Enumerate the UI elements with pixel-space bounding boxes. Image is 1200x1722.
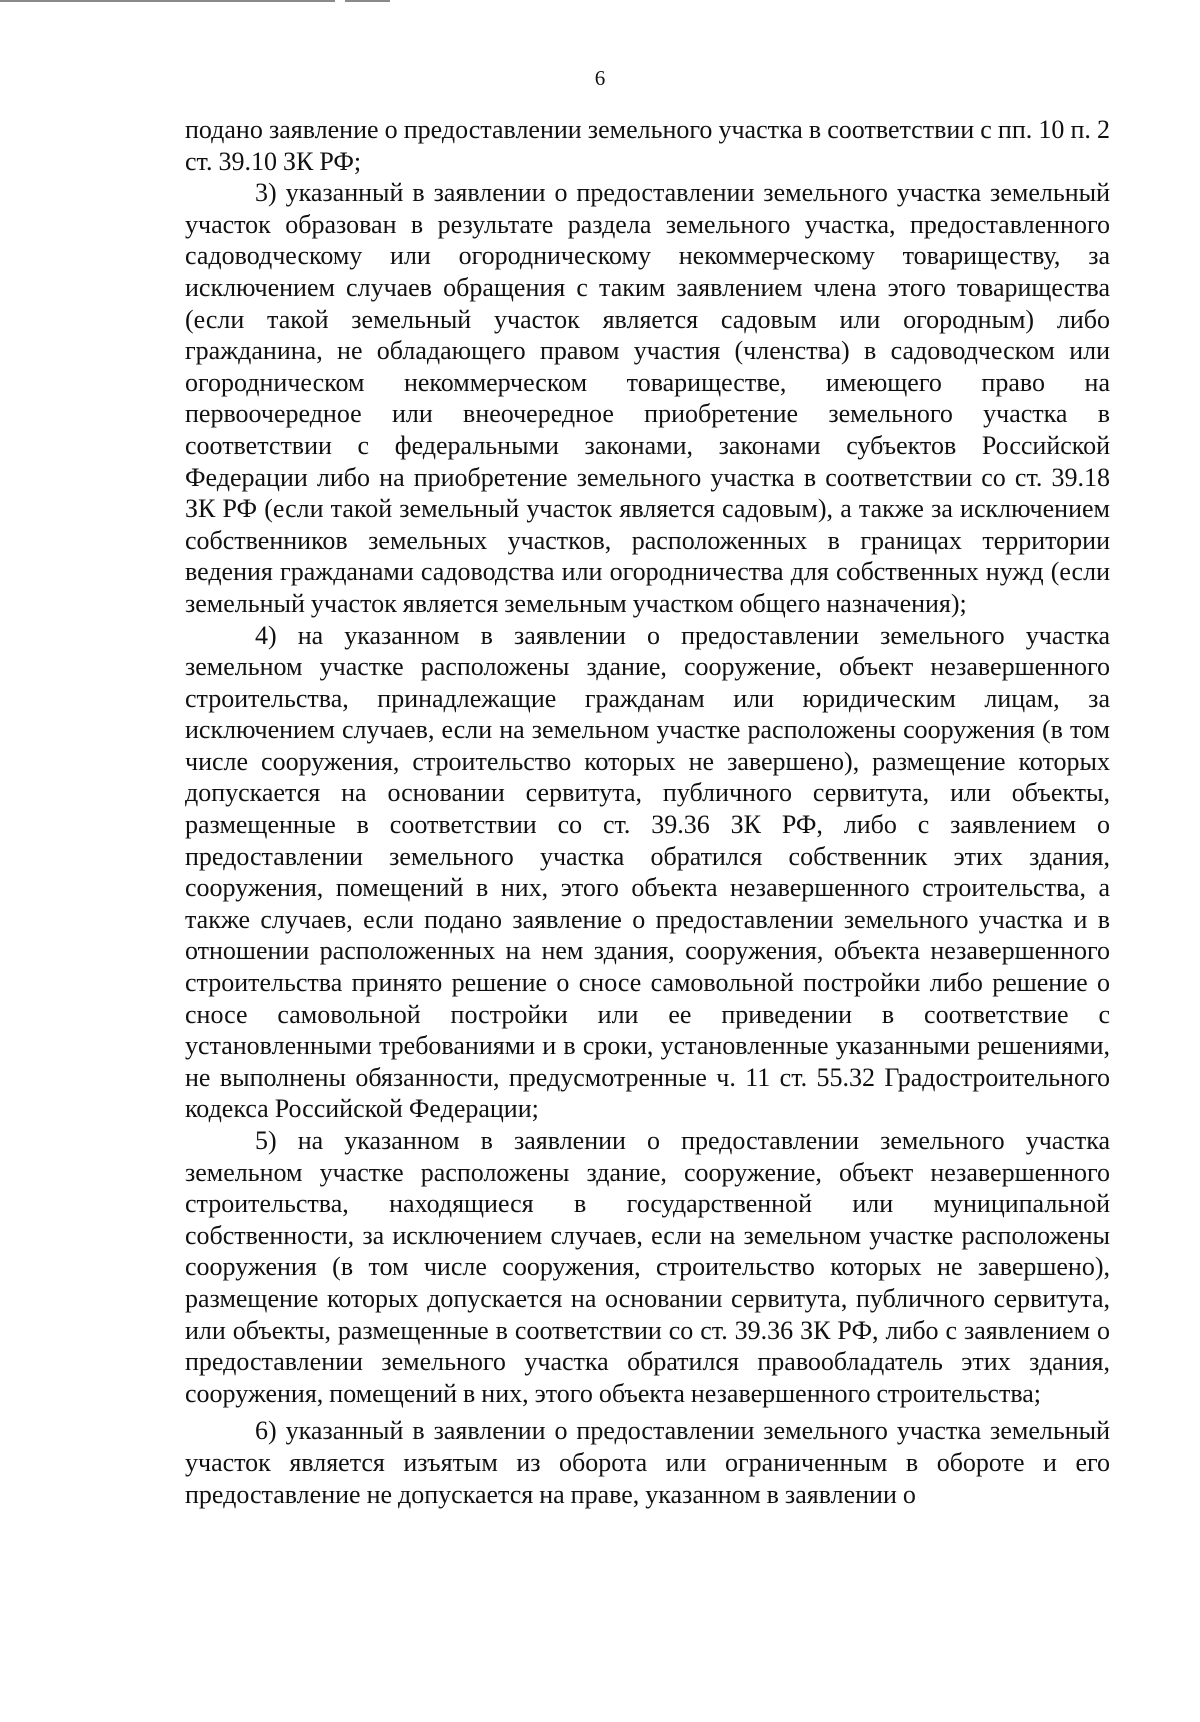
document-body	[185, 114, 1110, 1510]
page-number: 6	[594, 66, 606, 90]
paragraph-item-5: 5) на указанном в заявлении о предоставлении земельного участка земельном участке расположены здание, сооружение, объект незавершенного строительства, находящиеся в государственной или муниципальной собственности, за исключением случаев, если на земельном участке расположены сооружения (в том числе сооружения, строительство которых не завершено), размещение которых допускается на основании сервитута, публичного сервитута, или объекты, размещенные в соответствии со ст. 39.36 ЗК РФ, либо с заявлением о предоставлении земельного участка обратился правообладатель этих здания, сооружения, помещений в них, этого объекта незавершенного строительства;	[185, 1126, 1110, 1408]
scan-edge-line	[345, 0, 390, 2]
paragraph-item-4: 4) на указанном в заявлении о предоставлении земельного участка земельном участке расположены здание, сооружение, объект незавершенного строительства, принадлежащие гражданам или юридическим лицам, за исключением случаев, если на земельном участке расположены сооружения (в том числе сооружения, строительство которых не завершено), размещение которых допускается на основании сервитута, публичного сервитута, или объекты, размещенные в соответствии со ст. 39.36 ЗК РФ, либо с заявлением о предоставлении земельного участка обратился собственник этих здания, сооружения, помещений в них, этого объекта незавершенного строительства, а также случаев, если подано заявление о предоставлении земельного участка и в отношении расположенных на нем здания, сооружения, объекта незавершенного строительства принято решение о сносе самовольной постройки либо решение о сносе самовольной постройки или ее приведении в соответствие с установленными требованиями и в сроки, установленные указанными решениями, не выполнены обязанности, предусмотренные ч. 11 ст. 55.32 Градостроительного кодекса Российской Федерации;	[185, 620, 1110, 1124]
scan-edge-line	[0, 0, 335, 2]
paragraph-item-6: 6) указанный в заявлении о предоставлении земельного участка земельный участок является изъятым из оборота или ограниченным в обороте и его предоставление не допускается на праве, указанном в заявлении о	[185, 1416, 1110, 1509]
paragraph-item-3: 3) указанный в заявлении о предоставлении земельного участка земельный участок образован в результате раздела земельного участка, предоставленного садоводческому или огородническому некоммерческому товариществу, за исключением случаев обращения с таким заявлением члена этого товарищества (если такой земельный участок является садовым или огородным) либо гражданина, не обладающего правом участия (членства) в садоводческом или огородническом некоммерческом товариществе, имеющего право на первоочередное или внеочередное приобретение земельного участка в соответствии с федеральными законами, законами субъектов Российской Федерации либо на приобретение земельного участка в соответствии со ст. 39.18 ЗК РФ (если такой земельный участок является садовым), а также за исключением собственников земельных участков, расположенных в границах территории ведения гражданами садоводства или огородничества для собственных нужд (если земельный участок является земельным участком общего назначения);	[185, 178, 1110, 618]
paragraph-continuation: подано заявление о предоставлении земельного участка в соответствии с пп. 10 п. 2 ст. 39.10 ЗК РФ;	[185, 115, 1110, 176]
